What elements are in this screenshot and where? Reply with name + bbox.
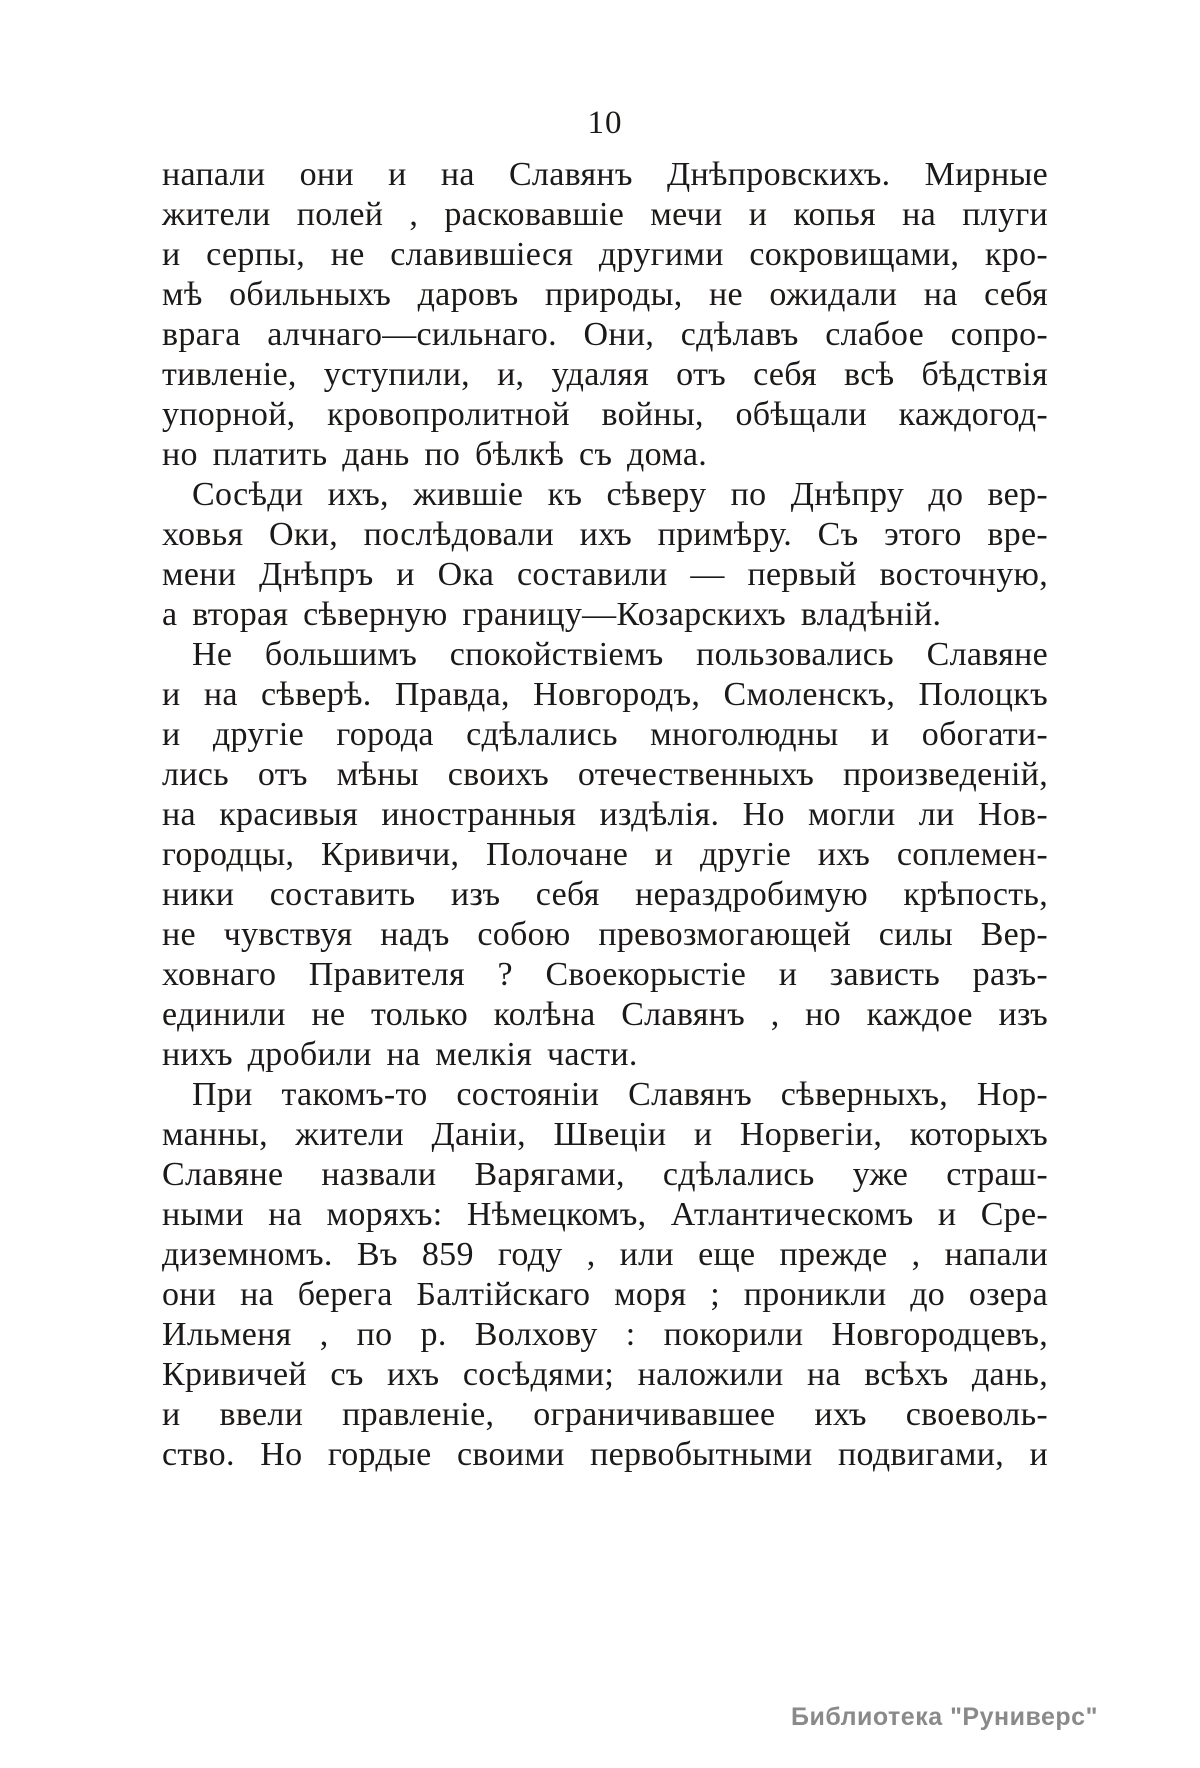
text-line: они на берега Балтійскаго моря ; проникли до озера <box>162 1276 1048 1313</box>
text-line: мѣ обильныхъ даровъ природы, не ожидали на себя <box>162 276 1048 313</box>
text-line: ники составить изъ себя нераздробимую крѣпость, <box>162 876 1048 913</box>
text-line: жители полей , расковавшіе мечи и копья на плуги <box>162 196 1048 233</box>
text-line: городцы, Кривичи, Полочане и другіе ихъ соплемен- <box>162 836 1048 873</box>
text-line: диземномъ. Въ 859 году , или еще прежде , напали <box>162 1236 1048 1273</box>
text-line: врага алчнаго—сильнаго. Они, сдѣлавъ слабое сопро- <box>162 316 1048 353</box>
text-line: Ильменя , по р. Волхову : покорили Новгородцевъ, <box>162 1316 1048 1353</box>
text-line: ными на моряхъ: Нѣмецкомъ, Атлантическомъ и Сре- <box>162 1196 1048 1233</box>
text-line: Не большимъ спокойствіемъ пользовались Славяне <box>192 636 1048 673</box>
text-line: мени Днѣпръ и Ока составили — первый восточную, <box>162 556 1048 593</box>
text-line: При такомъ-то состояніи Славянъ сѣверныхъ, Нор- <box>192 1076 1048 1113</box>
text-line: ховнаго Правителя ? Своекорыстіе и зависть разъ- <box>162 956 1048 993</box>
text-line: а вторая сѣверную границу—Козарскихъ владѣній. <box>162 596 942 633</box>
text-line: Кривичей съ ихъ сосѣдями; наложили на всѣхъ дань, <box>162 1356 1048 1393</box>
text-line: лись отъ мѣны своихъ отечественныхъ произведеній, <box>162 756 1048 793</box>
text-line: нихъ дробили на мелкія части. <box>162 1036 638 1073</box>
text-line: ство. Но гордые своими первобытными подвигами, и <box>162 1436 1048 1473</box>
content-column <box>162 0 1048 1475</box>
text-line: манны, жители Даніи, Швеціи и Норвегіи, которыхъ <box>162 1116 1048 1153</box>
text-block <box>162 155 1048 1475</box>
text-line: и ввели правленіе, ограничивавшее ихъ своеволь- <box>162 1396 1048 1433</box>
text-line: Славяне назвали Варягами, сдѣлались уже страш- <box>162 1156 1048 1193</box>
paragraph <box>162 635 1048 1075</box>
text-line: Сосѣди ихъ, жившіе къ сѣверу по Днѣпру до вер- <box>192 476 1048 513</box>
text-line: ховья Оки, послѣдовали ихъ примѣру. Съ этого вре- <box>162 516 1048 553</box>
library-watermark: Библиотека "Руниверс" <box>791 1703 1098 1731</box>
paragraph <box>162 475 1048 635</box>
text-line: и на сѣверѣ. Правда, Новгородъ, Смоленскъ, Полоцкъ <box>162 676 1048 713</box>
text-line: и серпы, не славившіеся другими сокровищами, кро- <box>162 236 1048 273</box>
text-line: и другіе города сдѣлались многолюдны и обогати- <box>162 716 1048 753</box>
text-line: единили не только колѣна Славянъ , но каждое изъ <box>162 996 1048 1033</box>
text-line: но платить дань по бѣлкѣ съ дома. <box>162 436 708 473</box>
page-number: 10 <box>587 105 623 141</box>
paragraph <box>162 155 1048 475</box>
paragraph <box>162 1075 1048 1475</box>
text-line: на красивыя иностранныя издѣлія. Но могли ли Нов- <box>162 796 1048 833</box>
text-line: напали они и на Славянъ Днѣпровскихъ. Мирные <box>162 156 1048 193</box>
text-line: упорной, кровопролитной войны, обѣщали каждогод- <box>162 396 1048 433</box>
text-line: не чувствуя надъ собою превозмогающей силы Вер- <box>162 916 1048 953</box>
text-line: тивленіе, уступили, и, удаляя отъ себя всѣ бѣдствія <box>162 356 1048 393</box>
